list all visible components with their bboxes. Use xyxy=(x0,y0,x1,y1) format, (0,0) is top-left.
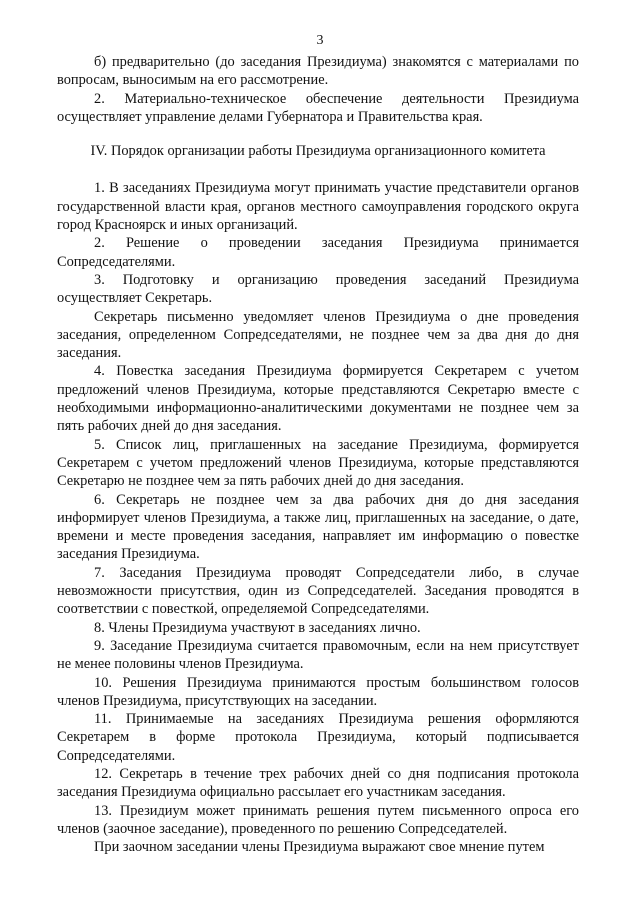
section-heading: IV. Порядок организации работы Президиума организационного комитета xyxy=(90,143,546,160)
document-body xyxy=(57,53,579,856)
paragraph: 2. Материально-техническое обеспечение деятельности Президиума осуществляет управление делами Губернатора и Правительства края. xyxy=(57,90,579,125)
page-number: 3 xyxy=(316,33,324,48)
paragraph-absentee-meeting: При заочном заседании члены Президиума выражают свое мнение путем xyxy=(94,839,545,856)
paragraph-item-2: 2. Решение о проведении заседания Президиума принимается Сопредседателями. xyxy=(57,235,579,270)
paragraph-item-4: 4. Повестка заседания Президиума формируется Секретарем с учетом предложений членов Президиума, которые представляются Секретарю вместе с необходимыми информационно-аналитическими документами не позднее чем за пять рабочих дней до дня заседания. xyxy=(57,363,579,435)
paragraph-item-3: 3. Подготовку и организацию проведения заседаний Президиума осуществляет Секретарь. xyxy=(57,271,579,307)
paragraph-item-1: 1. В заседаниях Президиума могут принимать участие представители органов государственной власти края, органов местного самоуправления городского округа город Красноярск и иных организаций. xyxy=(57,180,579,234)
paragraph-item-6: 6. Секретарь не позднее чем за два рабочих дня до дня заседания информирует членов Президиума, а также лиц, приглашенных на заседание, о дате, времени и месте проведения заседания, направляет им информацию о повестке заседания Президиума. xyxy=(57,491,579,563)
paragraph-item-13: 13. Президиум может принимать решения путем письменного опроса его членов (заочное заседание), проведенного по решению Сопредседателей. xyxy=(57,802,579,837)
paragraph-item-5: 5. Список лиц, приглашенных на заседание Президиума, формируется Секретарем с учетом предложений членов Президиума, которые представляются Секретарю не позднее чем за пять рабочих дней до дня заседания. xyxy=(57,436,579,490)
paragraph-item-10: 10. Решения Президиума принимаются простым большинством голосов членов Президиума, присутствующих на заседании. xyxy=(57,674,579,709)
paragraph-secretary-notice: Секретарь письменно уведомляет членов Президиума о дне проведения заседания, определенном Сопредседателями, не позднее чем за два дня до дня заседания. xyxy=(57,308,579,362)
paragraph-item-12: 12. Секретарь в течение трех рабочих дней со дня подписания протокола заседания Президиума официально рассылает его участникам заседания. xyxy=(57,765,579,801)
paragraph-item-9: 9. Заседание Президиума считается правомочным, если на нем присутствует не менее половины членов Президиума. xyxy=(57,637,579,673)
paragraph: б) предварительно (до заседания Президиума) знакомятся с материалами по вопросам, выносимым на его рассмотрение. xyxy=(57,54,579,89)
paragraph-item-7: 7. Заседания Президиума проводят Сопредседатели либо, в случае невозможности присутствия, один из Сопредседателей. Заседания проводятся в соответствии с повесткой, определяемой Сопредседателями. xyxy=(57,564,579,618)
paragraph-item-8: 8. Члены Президиума участвуют в заседаниях лично. xyxy=(94,619,421,636)
paragraph-item-11: 11. Принимаемые на заседаниях Президиума решения оформляются Секретарем в форме протокола Президиума, который подписывается Сопредседателями. xyxy=(57,711,579,764)
